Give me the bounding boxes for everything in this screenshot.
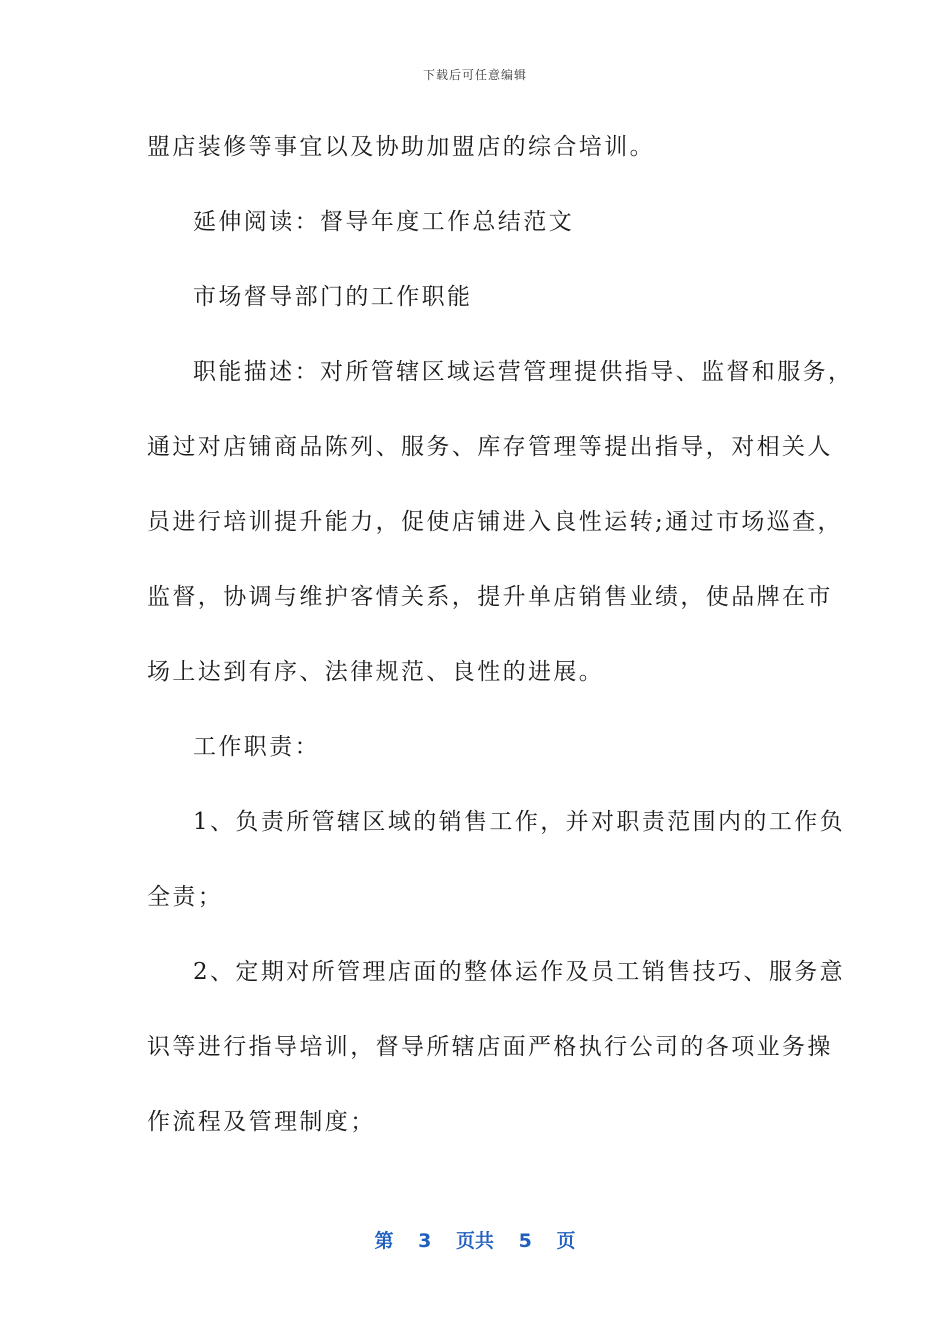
text-line: 职能描述：对所管辖区域运营管理提供指导、监督和服务， [193, 359, 854, 385]
document-body [147, 124, 854, 1174]
text-line: 全责； [147, 884, 224, 910]
text-line: 场上达到有序、法律规范、良性的进展。 [147, 659, 605, 685]
section-heading: 工作职责： [193, 734, 320, 760]
footer-prefix: 第 [374, 1230, 394, 1252]
section-heading: 市场督导部门的工作职能 [193, 284, 473, 310]
current-page-number: 3 [418, 1230, 432, 1252]
text-line: 识等进行指导培训，督导所辖店面严格执行公司的各项业务操 [147, 1034, 833, 1060]
text-line: 员进行培训提升能力，促使店铺进入良性运转;通过市场巡查， [147, 509, 843, 535]
text-line: 作流程及管理制度； [147, 1109, 376, 1135]
text-line: 通过对店铺商品陈列、服务、库存管理等提出指导，对相关人 [147, 434, 833, 460]
text-line: 监督，协调与维护客情关系，提升单店销售业绩，使品牌在市 [147, 584, 833, 610]
text-line: 盟店装修等事宜以及协助加盟店的综合培训。 [147, 134, 655, 160]
footer-suffix: 页 [556, 1230, 576, 1252]
list-item: 1、负责所管辖区域的销售工作，并对职责范围内的工作负 [193, 809, 846, 835]
list-item: 2、定期对所管理店面的整体运作及员工销售技巧、服务意 [193, 959, 846, 985]
footer-middle: 页共 [455, 1230, 494, 1252]
page-footer [0, 1226, 950, 1253]
total-pages-number: 5 [518, 1230, 532, 1252]
text-line: 延伸阅读：督导年度工作总结范文 [193, 209, 574, 235]
header-note: 下载后可任意编辑 [422, 68, 527, 82]
